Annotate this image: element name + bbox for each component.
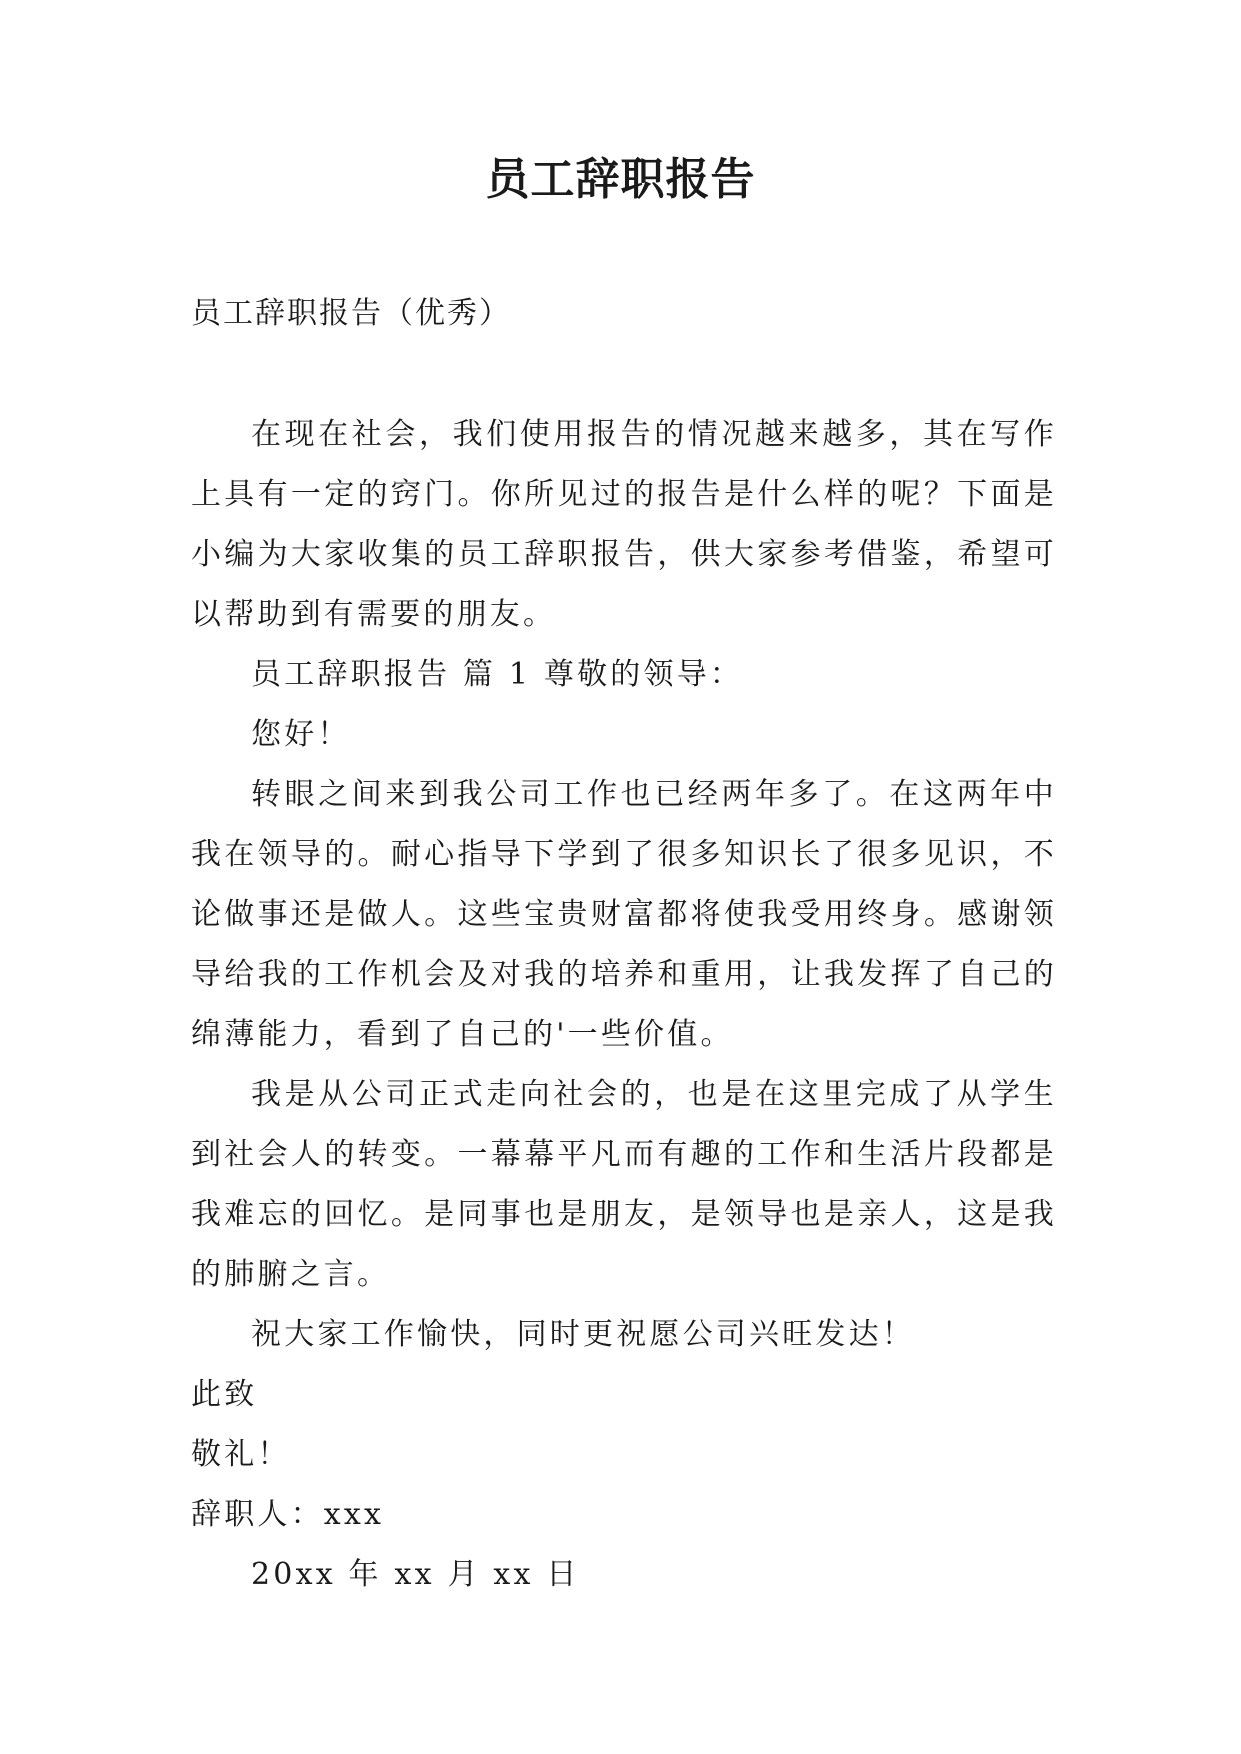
intro-paragraph: 在现在社会，我们使用报告的情况越来越多，其在写作上具有一定的窍门。你所见过的报告是什么样的呢？下面是小编为大家收集的员工辞职报告，供大家参考借鉴，希望可以帮助到有需要的朋友。 xyxy=(191,417,1057,632)
body-paragraph: 转眼之间来到我公司工作也已经两年多了。在这两年中我在领导的。耐心指导下学到了很多知识长了很多见识，不论做事还是做人。这些宝贵财富都将使我受用终身。感谢领导给我的工作机会及对我的培养和重用，让我发挥了自己的绵薄能力，看到了自己的'一些价值。 xyxy=(191,777,1057,1052)
document-title: 员工辞职报告 xyxy=(485,154,756,205)
salute-line: 敬礼！ xyxy=(191,1437,291,1472)
document-body xyxy=(191,405,1057,1605)
wishes-paragraph: 祝大家工作愉快，同时更祝愿公司兴旺发达！ xyxy=(251,1317,915,1352)
signature-line: 辞职人：xxx xyxy=(191,1497,385,1532)
closing-line: 此致 xyxy=(191,1377,258,1412)
greeting-paragraph: 您好！ xyxy=(251,717,351,752)
date-line: 20xx 年 xx 月 xx 日 xyxy=(251,1557,580,1592)
document-subtitle: 员工辞职报告（优秀） xyxy=(191,296,511,331)
body-paragraph: 我是从公司正式走向社会的，也是在这里完成了从学生到社会人的转变。一幕幕平凡而有趣的工作和生活片段都是我难忘的回忆。是同事也是朋友，是领导也是亲人，这是我的肺腑之言。 xyxy=(191,1077,1057,1292)
section-heading-paragraph: 员工辞职报告 篇 1 尊敬的领导： xyxy=(251,657,744,692)
